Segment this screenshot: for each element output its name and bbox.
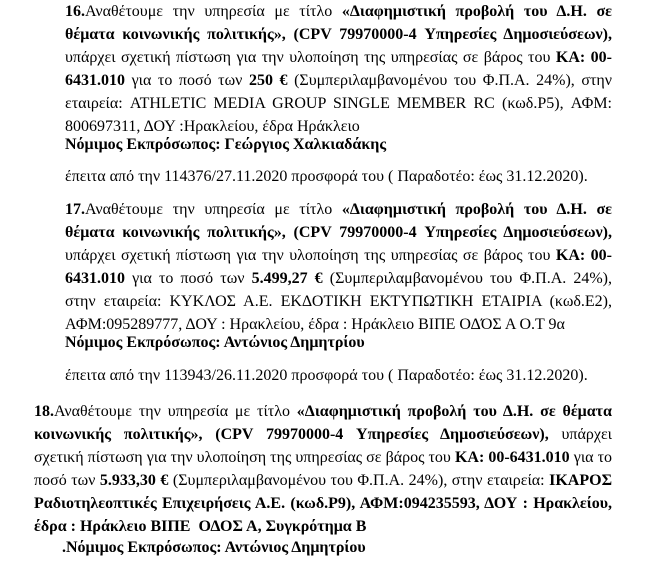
bold-text-run: 17. bbox=[65, 201, 85, 218]
text-run: έπειτα από την 113943/26.11.2020 προσφορά του ( Παραδοτέο: έως 31.12.2020). bbox=[65, 367, 588, 384]
text-run: (Συμπεριλαμβανομένου του Φ.Π.Α. 24%), στην εταιρεία: ATHLETIC MEDIA GROUP SINGLE MEMBER RC (κωδ.Ρ5), ΑΦΜ: 800697311, ΔΟΥ :Ηρακλείου, έδρα Ηράκλειο bbox=[65, 72, 613, 135]
text-run: έπειτα από την 114376/27.11.2020 προσφορά του ( Παραδοτέο: έως 31.12.2020). bbox=[65, 168, 588, 185]
bold-text-run: Νόμιμος Εκπρόσωπος: Αντώνιος Δημητρίου bbox=[65, 334, 365, 351]
bold-text-run: ΙΚΑΡΟΣ Ραδιοτηλεοπτικές Επιχειρήσεις Α.Ε. (κωδ.Ρ9), ΑΦΜ:094235593, ΔΟΥ : Ηρακλείου, έδρα : Ηράκλειο ΒΙΠΕ ΟΔΟΣ Α, Συγκρότημα Β bbox=[34, 472, 613, 535]
text-run: υπάρχει σχετική πίστωση για την υλοποίηση της υπηρεσίας σε βάρος του bbox=[34, 426, 612, 466]
bold-text-run: .Νόμιμος Εκπρόσωπος: Αντώνιος Δημητρίου bbox=[62, 539, 366, 556]
bold-text-run: 5.933,30 € bbox=[99, 472, 169, 489]
bold-text-run: 5.499,27 € bbox=[251, 270, 323, 287]
text-run: (Συμπεριλαμβανομένου του Φ.Π.Α. 24%), στην εταιρεία: ΚΥΚΛΟΣ Α.Ε. ΕΚΔΟΤΙΚΗ ΕΚΤΥΠΩΤΙΚΗ ΕΤΑΙΡΙΑ (κωδ.Ε2), ΑΦΜ:095289777, ΔΟΥ : Ηρακλείου, έδρα : Ηράκλειο ΒΙΠΕ ΟΔΌΣ Α Ο.Τ 9α bbox=[65, 270, 612, 333]
legal-representative-18 bbox=[62, 536, 622, 559]
bold-text-run: 18. bbox=[34, 403, 54, 420]
text-run: για το ποσό των bbox=[125, 72, 249, 89]
text-run: Αναθέτουμε την υπηρεσία με τίτλο bbox=[85, 3, 342, 20]
bold-text-run: ΚΑ: 00-6431.010 bbox=[65, 49, 613, 89]
bold-text-run: ΚΑ: 00-6431.010 bbox=[65, 247, 613, 287]
bold-text-run: 16. bbox=[65, 3, 85, 20]
text-run: (Συμπεριλαμβανομένου του Φ.Π.Α. 24%), στην εταιρεία: bbox=[168, 472, 550, 489]
bold-text-run: «Διαφημιστική προβολή του Δ.Η. σε θέματα κοινωνικής πολιτικής», (CPV 79970000-4 Υπηρεσίες Δημοσιεύσεων), bbox=[65, 3, 612, 43]
legal-representative-16 bbox=[65, 133, 612, 156]
offer-reference-17 bbox=[65, 364, 612, 387]
text-run: για το ποσό των bbox=[34, 449, 613, 489]
bold-text-run: «Διαφημιστική προβολή του Δ.Η. σε θέματα κοινωνικής πολιτικής», (CPV 79970000-4 Υπηρεσίες Δημοσιεύσεων), bbox=[65, 201, 612, 241]
text-run: για το ποσό των bbox=[125, 270, 252, 287]
text-run: υπάρχει σχετική πίστωση για την υλοποίηση της υπηρεσίας σε βάρος του bbox=[65, 247, 556, 264]
assignment-paragraph-17 bbox=[65, 198, 612, 336]
bold-text-run: Νόμιμος Εκπρόσωπος: Γεώργιος Χαλκιαδάκης bbox=[65, 136, 387, 153]
legal-representative-17 bbox=[65, 331, 612, 354]
assignment-paragraph-18 bbox=[34, 400, 612, 538]
bold-text-run: 250 € bbox=[248, 72, 288, 89]
bold-text-run: «Διαφημιστική προβολή του Δ.Η. σε θέματα κοινωνικής πολιτικής», (CPV 79970000-4 Υπηρεσίες Δημοσιεύσεων), bbox=[34, 403, 612, 443]
text-run: υπάρχει σχετική πίστωση για την υλοποίηση της υπηρεσίας σε βάρος του bbox=[65, 49, 556, 66]
text-run: Αναθέτουμε την υπηρεσία με τίτλο bbox=[54, 403, 297, 420]
assignment-paragraph-16 bbox=[65, 0, 612, 138]
text-run: Αναθέτουμε την υπηρεσία με τίτλο bbox=[85, 201, 342, 218]
offer-reference-16 bbox=[65, 165, 612, 188]
bold-text-run: ΚΑ: 00-6431.010 bbox=[454, 449, 570, 466]
